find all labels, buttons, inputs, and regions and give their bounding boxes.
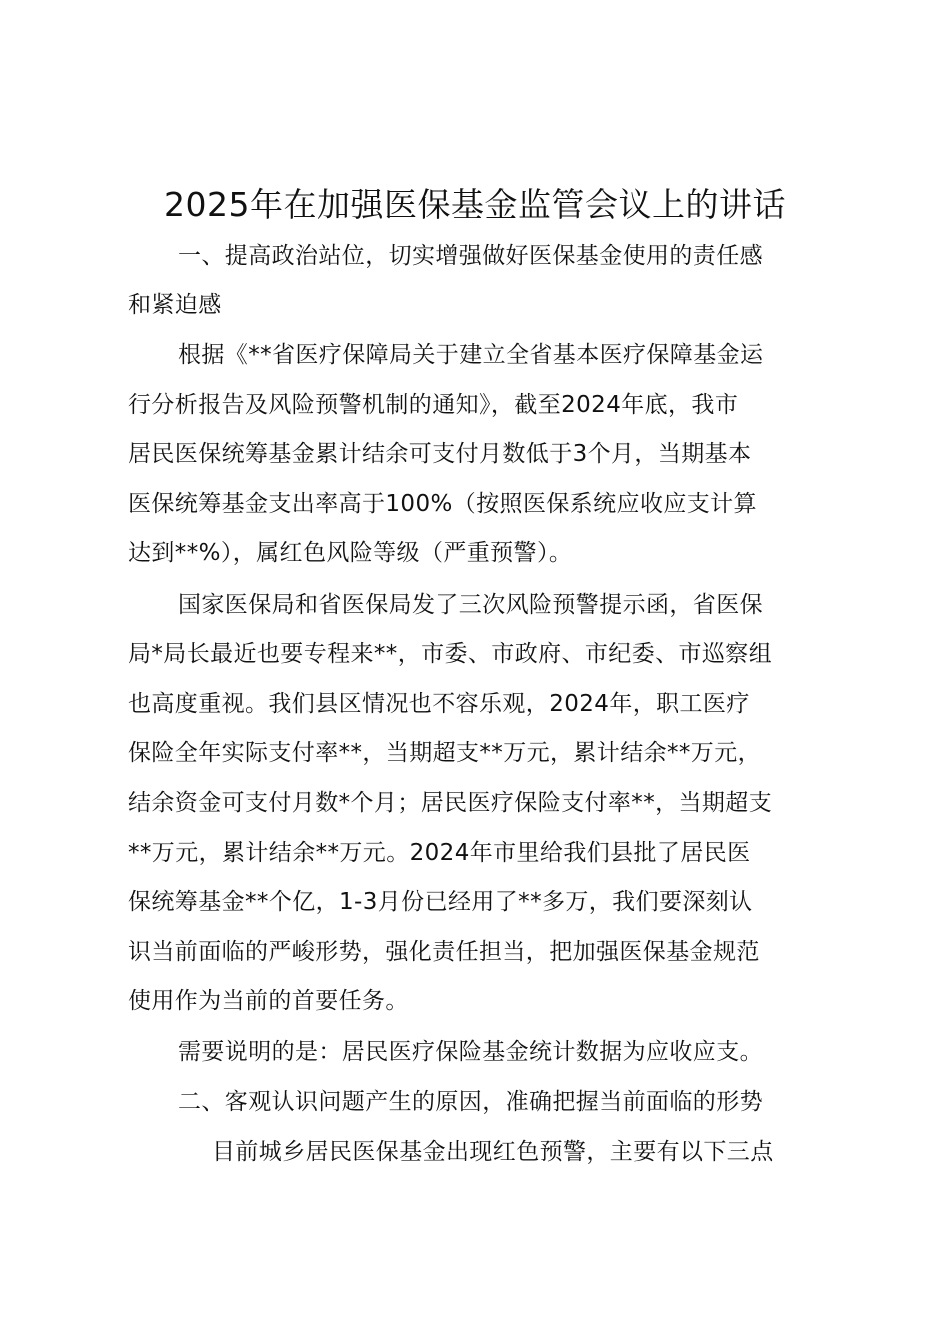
heading-line-3: 二、客观认识问题产生的原因，准确把握当前面临的形势	[178, 1089, 763, 1115]
document-title: 2025年在加强医保基金监管会议上的讲话	[164, 185, 786, 224]
paragraph-line: 根据《**省医疗保障局关于建立全省基本医疗保障基金运	[178, 342, 764, 368]
paragraph-line: 医保统筹基金支出率高于100%（按照医保系统应收应支计算	[128, 491, 757, 517]
paragraph-line: 居民医保统筹基金累计结余可支付月数低于3个月，当期基本	[128, 441, 752, 467]
paragraph-line: **万元，累计结余**万元。2024年市里给我们县批了居民医	[128, 840, 751, 866]
paragraph-line: 国家医保局和省医保局发了三次风险预警提示函，省医保	[178, 592, 763, 618]
paragraph-line: 使用作为当前的首要任务。	[128, 988, 409, 1014]
note-line: 需要说明的是：居民医疗保险基金统计数据为应收应支。	[178, 1039, 763, 1065]
paragraph-line: 行分析报告及风险预警机制的通知》，截至2024年底，我市	[128, 392, 739, 418]
paragraph-line: 结余资金可支付月数*个月；居民医疗保险支付率**，当期超支	[128, 790, 773, 816]
heading-line-1: 一、提高政治站位，切实增强做好医保基金使用的责任感	[178, 243, 763, 269]
paragraph-line: 识当前面临的严峻形势，强化责任担当，把加强医保基金规范	[128, 939, 760, 965]
paragraph-line: 也高度重视。我们县区情况也不容乐观，2024年，职工医疗	[128, 691, 750, 717]
paragraph-line: 达到**%），属红色风险等级（严重预警）。	[128, 540, 573, 566]
paragraph-line: 保险全年实际支付率**，当期超支**万元，累计结余**万元，	[128, 740, 761, 766]
heading-line-2: 和紧迫感	[128, 292, 222, 318]
paragraph-line: 目前城乡居民医保基金出现红色预警，主要有以下三点	[212, 1139, 774, 1165]
paragraph-line: 局*局长最近也要专程来**，市委、市政府、市纪委、市巡察组	[128, 641, 773, 667]
paragraph-line: 保统筹基金**个亿，1-3月份已经用了**多万，我们要深刻认	[128, 889, 753, 915]
